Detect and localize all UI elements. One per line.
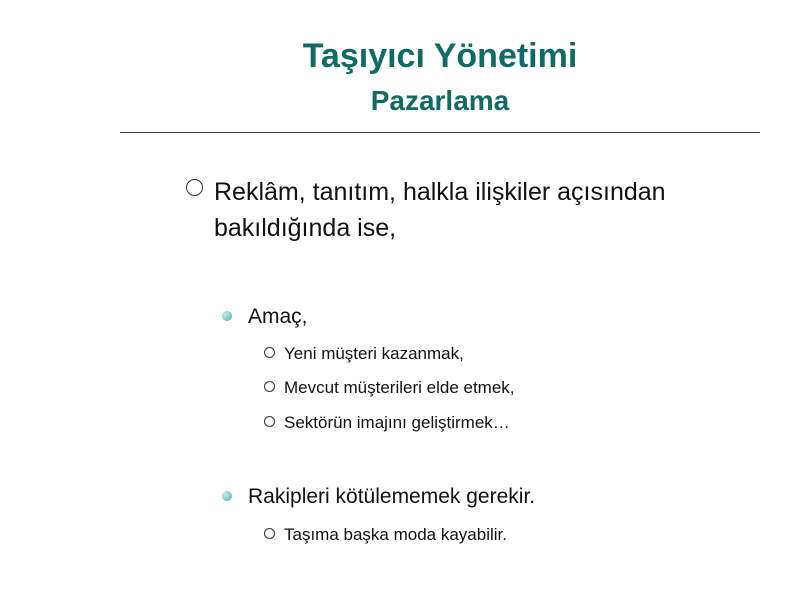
hollow-circle-bullet-icon — [186, 179, 203, 196]
title-divider — [120, 132, 760, 133]
sub-bullet-label: Amaç, — [248, 305, 308, 328]
hollow-circle-bullet-icon — [264, 347, 275, 358]
hollow-circle-bullet-icon — [264, 416, 275, 427]
list-item-text: Mevcut müşterileri elde etmek, — [284, 378, 515, 397]
list-item-text: Yeni müşteri kazanmak, — [284, 344, 464, 363]
hollow-circle-bullet-icon — [264, 381, 275, 392]
list-item-text: Sektörün imajını geliştirmek… — [284, 413, 510, 432]
slide-subtitle: Pazarlama — [370, 85, 510, 116]
slide-title: Taşıyıcı Yönetimi — [302, 37, 578, 75]
teal-dot-bullet-icon — [222, 311, 232, 321]
list-item-text: Taşıma başka moda kayabilir. — [284, 525, 507, 544]
sub-bullet-label: Rakipleri kötülememek gerekir. — [248, 485, 536, 508]
main-bullet-text: Reklâm, tanıtım, halkla ilişkiler açısından bakıldığında ise, — [214, 178, 666, 242]
hollow-circle-bullet-icon — [264, 528, 275, 539]
teal-dot-bullet-icon — [222, 491, 232, 501]
